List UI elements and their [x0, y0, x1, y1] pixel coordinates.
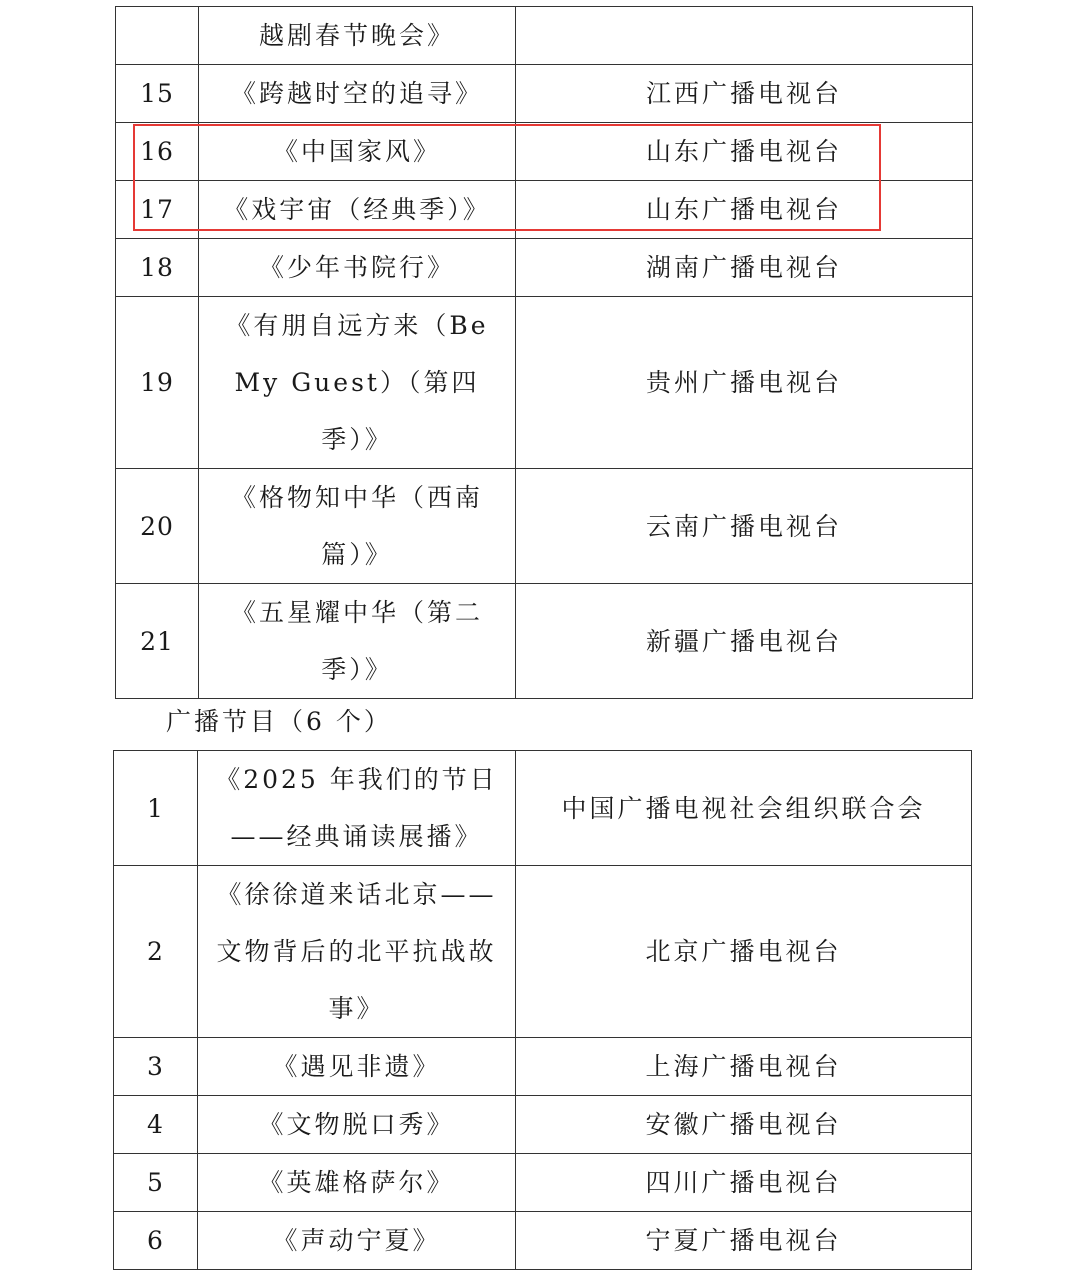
row-number: 19: [116, 297, 199, 469]
row-number: 2: [114, 866, 198, 1038]
section-title: 广播节目（6 个）: [166, 707, 392, 736]
table-row: [116, 297, 973, 469]
row-number: 6: [114, 1212, 198, 1270]
program-title: 《声动宁夏》: [198, 1212, 516, 1270]
organization: 江西广播电视台: [516, 65, 973, 123]
program-title: 《有朋自远方来（Be My Guest）（第四季）》: [199, 297, 516, 469]
organization: 四川广播电视台: [516, 1154, 972, 1212]
program-title: 《少年书院行》: [199, 239, 516, 297]
table-row: [114, 1038, 972, 1096]
organization: 中国广播电视社会组织联合会: [516, 751, 972, 866]
program-title: 《中国家风》: [199, 123, 516, 181]
table-row: [114, 866, 972, 1038]
program-title: 《遇见非遗》: [198, 1038, 516, 1096]
row-number: 15: [116, 65, 199, 123]
table-row: [116, 181, 973, 239]
organization: 宁夏广播电视台: [516, 1212, 972, 1270]
row-number: 17: [116, 181, 199, 239]
table-row: [116, 469, 973, 584]
row-number: 1: [114, 751, 198, 866]
table-row: [116, 123, 973, 181]
organization: 云南广播电视台: [516, 469, 973, 584]
organization: 新疆广播电视台: [516, 584, 973, 699]
organization: 安徽广播电视台: [516, 1096, 972, 1154]
program-title: 《跨越时空的追寻》: [199, 65, 516, 123]
program-title: 《徐徐道来话北京——文物背后的北平抗战故事》: [198, 866, 516, 1038]
row-number: 4: [114, 1096, 198, 1154]
program-title: 越剧春节晚会》: [199, 7, 516, 65]
table-row: [114, 1096, 972, 1154]
table-row: [116, 7, 973, 65]
organization: [516, 7, 973, 65]
program-title: 《2025 年我们的节日——经典诵读展播》: [198, 751, 516, 866]
organization: 山东广播电视台: [516, 123, 973, 181]
program-title: 《文物脱口秀》: [198, 1096, 516, 1154]
program-title: 《五星耀中华（第二季）》: [199, 584, 516, 699]
organization: 湖南广播电视台: [516, 239, 973, 297]
organization: 山东广播电视台: [516, 181, 973, 239]
row-number: 20: [116, 469, 199, 584]
tv-programs-table: [115, 6, 973, 699]
organization: 贵州广播电视台: [516, 297, 973, 469]
table-row: [114, 1154, 972, 1212]
row-number: 18: [116, 239, 199, 297]
program-title: 《戏宇宙（经典季）》: [199, 181, 516, 239]
organization: 北京广播电视台: [516, 866, 972, 1038]
row-number: 16: [116, 123, 199, 181]
program-title: 《英雄格萨尔》: [198, 1154, 516, 1212]
radio-programs-table: [113, 750, 972, 1270]
row-number: 21: [116, 584, 199, 699]
row-number: 3: [114, 1038, 198, 1096]
table-row: [116, 65, 973, 123]
program-title: 《格物知中华（西南篇）》: [199, 469, 516, 584]
row-number: [116, 7, 199, 65]
organization: 上海广播电视台: [516, 1038, 972, 1096]
row-number: 5: [114, 1154, 198, 1212]
table-row: [114, 751, 972, 866]
table-row: [116, 239, 973, 297]
table-row: [116, 584, 973, 699]
table-row: [114, 1212, 972, 1270]
